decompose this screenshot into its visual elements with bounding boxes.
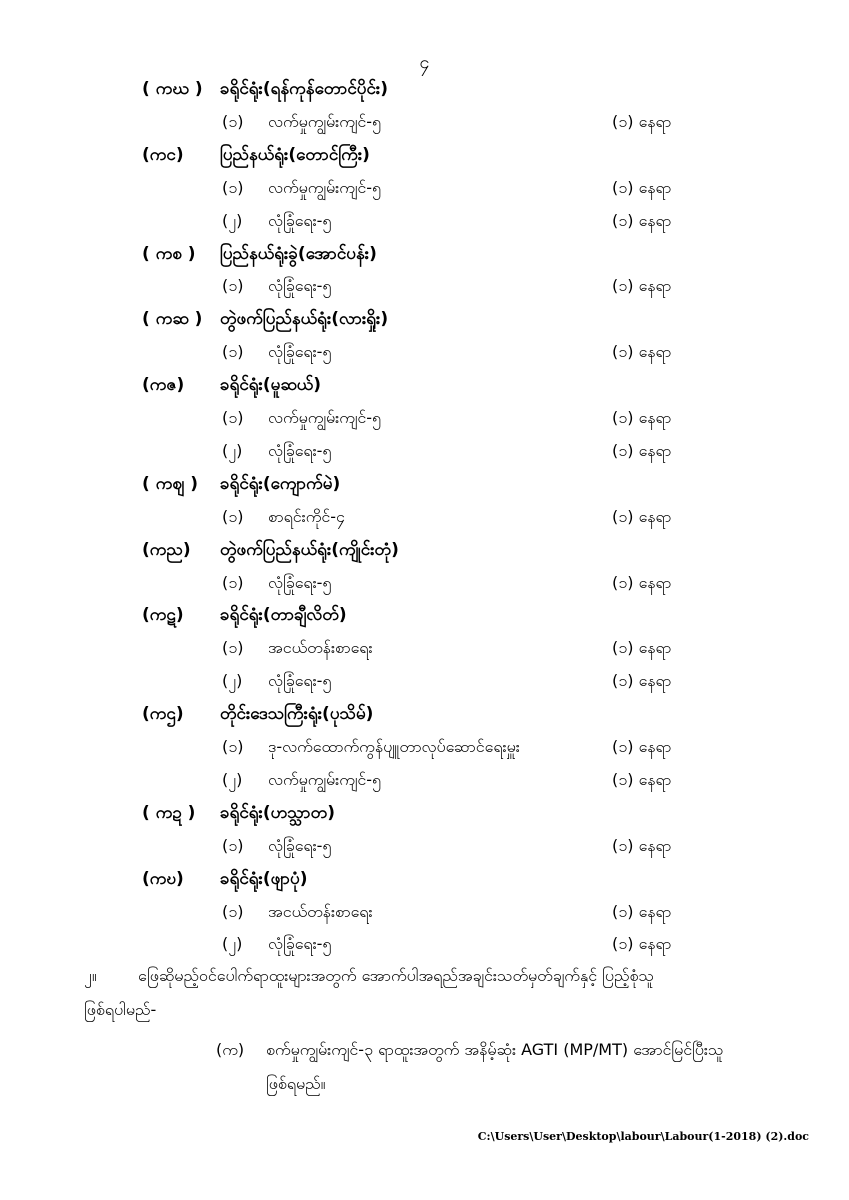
section-header [0,239,849,269]
subparagraph-line-1: စက်မှုကျွမ်းကျင်-၃ ရာထူးအတွက် အနိမ့်ဆုံး AGTI (MP/MT) အောင်မြင်ပြီးသူ [266,1040,724,1059]
subparagraph-line-2: ဖြစ်ရမည်။ [266,1074,326,1093]
section-title: ခရိုင်ရုံး(ဟသ္သာတ) [220,802,335,823]
paragraph-line-2: ဖြစ်ရပါမည်- [84,1000,157,1019]
item-count: (၁) နေရာ [612,276,672,296]
item-count: (၁) နေရာ [612,934,672,954]
list-item [0,403,849,433]
section-header [0,699,849,729]
item-name: အငယ်တန်းစာရေး [268,638,373,658]
section-title: တိုင်းဒေသကြီးရုံး(ပုသိမ်) [220,704,374,725]
list-item [0,206,849,236]
section-title: တွဲဖက်ပြည်နယ်ရုံး(ကျိုင်းတုံ) [220,539,399,560]
item-name: လုံခြုံရေး-၅ [268,342,332,362]
list-item [0,897,849,927]
item-count: (၁) နေရာ [612,177,672,197]
item-number: (၂) [222,210,243,230]
item-name: စာရင်းကိုင်-၄ [268,506,346,526]
list-item [0,765,849,795]
section-header [0,74,849,104]
item-number: (၁) [222,342,244,362]
list-item [0,502,849,532]
item-number: (၂) [222,934,243,954]
file-path-footer: C:\Users\User\Desktop\labour\Labour(1-2018) (2).doc [477,1130,809,1143]
item-number: (၁) [222,737,244,756]
section-label: ( ကဃ ) [142,79,203,99]
section-label: (ကည) [142,539,191,560]
section-header [0,140,849,170]
section-label: ( ကဍ ) [142,802,196,823]
item-count: (၁) နေရာ [612,572,672,592]
item-count: (၁) နေရာ [612,210,672,230]
section-title: ခရိုင်ရုံး(မူဆယ်) [220,375,322,396]
item-number: (၂) [222,440,243,460]
item-number: (၁) [222,276,244,296]
list-item [0,271,849,301]
section-header [0,370,849,400]
section-label: (ကင) [142,144,184,165]
section-title: ခရိုင်ရုံး(ကျောက်မဲ) [220,473,341,494]
item-number: (၂) [222,769,243,789]
list-item [0,568,849,598]
item-count: (၁) နေရာ [612,408,672,427]
section-label: (ကဌ) [142,704,184,725]
item-name: လုံခြုံရေး-၅ [268,671,332,691]
item-name: အငယ်တန်းစာရေး [268,901,373,921]
item-number: (၁) [222,901,244,921]
item-count: (၁) နေရာ [612,440,672,460]
item-count: (၁) နေရာ [612,342,672,362]
section-header [0,535,849,565]
item-name: လက်မှုကျွမ်းကျင်-၅ [268,769,382,789]
section-title: ခရိုင်ရုံး(တာချီလိတ်) [220,605,347,626]
section-title: ခရိုင်ရုံး(ဖျာပုံ) [220,868,308,889]
section-label: ( ကစ ) [142,243,196,264]
item-count: (၁) နေရာ [612,638,672,658]
item-number: (၁) [222,408,244,427]
list-item [0,929,849,959]
list-item [0,633,849,663]
list-item [0,831,849,861]
subparagraph-label: (က) [216,1040,245,1059]
section-label: (ကဎ) [142,868,184,889]
section-title: ပြည်နယ်ရုံး(တောင်ကြီး) [220,144,370,165]
item-count: (၁) နေရာ [612,506,672,526]
paragraph-line-1: ဖြေဆိုမည့်ဝင်ပေါက်ရာထူးများအတွက် အောက်ပါအရည်အချင်းသတ်မှတ်ချက်နှင့် ပြည့်စုံသူ [138,966,654,985]
item-number: (၁) [222,111,244,131]
item-name: လုံခြုံရေး-၅ [268,835,332,855]
item-count: (၁) နေရာ [612,737,672,756]
section-label: ( ကဈ ) [142,473,198,494]
section-label: ( ကဆ ) [142,309,203,330]
item-name: လက်မှုကျွမ်းကျင်-၅ [268,408,382,427]
item-count: (၁) နေရာ [612,111,672,131]
item-name: လက်မှုကျွမ်းကျင်-၅ [268,177,382,197]
list-item [0,732,849,762]
section-title: ပြည်နယ်ရုံးခွဲ(အောင်ပန်း) [220,243,377,264]
list-item [0,107,849,137]
item-name: လက်မှုကျွမ်းကျင်-၅ [268,111,382,131]
section-header [0,864,849,894]
section-header [0,304,849,334]
item-name: လုံခြုံရေး-၅ [268,934,332,954]
list-item [0,436,849,466]
section-header [0,469,849,499]
item-number: (၁) [222,835,244,855]
list-item [0,173,849,203]
item-name: လုံခြုံရေး-၅ [268,440,332,460]
item-count: (၁) နေရာ [612,671,672,691]
item-count: (၁) နေရာ [612,901,672,921]
item-number: (၁) [222,638,244,658]
item-name: လုံခြုံရေး-၅ [268,572,332,592]
list-item [0,666,849,696]
section-header [0,798,849,828]
item-number: (၂) [222,671,243,691]
item-number: (၁) [222,572,244,592]
list-item [0,337,849,367]
item-name: လုံခြုံရေး-၅ [268,276,332,296]
paragraph-number: ၂။ [84,966,97,985]
item-number: (၁) [222,177,244,197]
item-number: (၁) [222,506,244,526]
page-number: ၄ [419,52,430,73]
item-count: (၁) နေရာ [612,769,672,789]
section-title: တွဲဖက်ပြည်နယ်ရုံး(လားရှိုး) [220,309,389,330]
section-label: (ကဋ) [142,605,184,626]
section-label: (ကဇ) [142,375,185,396]
item-name: ဒု-လက်ထောက်ကွန်ပျူတာလုပ်ဆောင်ရေးမှူး [268,737,520,756]
section-title: ခရိုင်ရုံး(ရန်ကုန်တောင်ပိုင်း) [220,79,389,99]
item-name: လုံခြုံရေး-၅ [268,210,332,230]
section-header [0,600,849,630]
item-count: (၁) နေရာ [612,835,672,855]
